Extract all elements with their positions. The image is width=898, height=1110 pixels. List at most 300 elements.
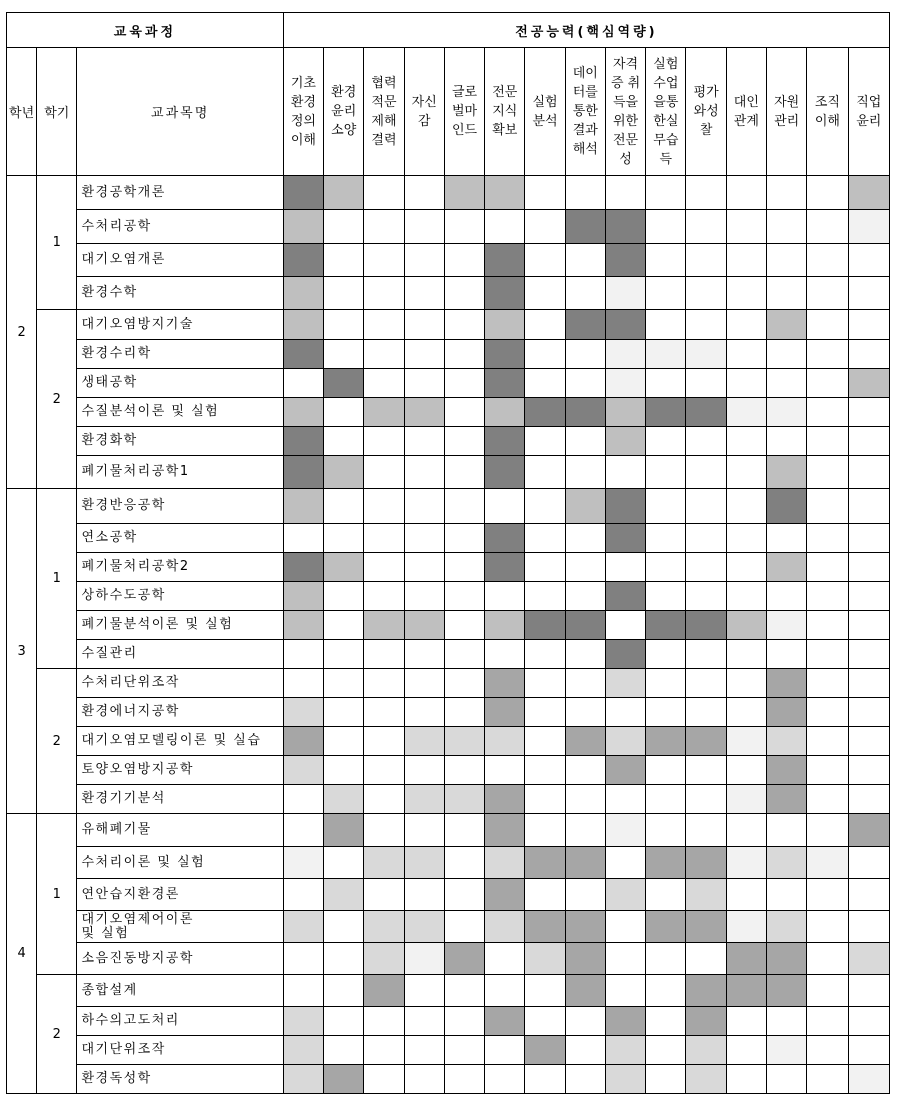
competency-level-cell: [324, 398, 364, 427]
semester-cell: 1: [37, 489, 77, 669]
competency-level-cell: [565, 943, 605, 975]
competency-level-cell: [404, 640, 444, 669]
competency-level-cell: [605, 911, 645, 943]
competency-level-cell: [565, 814, 605, 847]
competency-level-cell: [767, 427, 807, 456]
competency-level-cell: [686, 277, 726, 310]
competency-level-cell: [283, 489, 323, 524]
competency-level-cell: [404, 210, 444, 244]
competency-header-14: 조직 이해: [807, 48, 848, 176]
competency-level-cell: [525, 310, 565, 340]
competency-level-cell: [485, 277, 525, 310]
competency-level-cell: [807, 611, 848, 640]
competency-level-cell: [686, 1036, 726, 1065]
competency-level-cell: [283, 847, 323, 879]
competency-level-cell: [646, 911, 686, 943]
competency-level-cell: [525, 847, 565, 879]
competency-level-cell: [525, 369, 565, 398]
competency-header-9: 자격 증 취 득을 위한 전문 성: [605, 48, 645, 176]
competency-level-cell: [485, 879, 525, 911]
competency-level-cell: [807, 785, 848, 814]
competency-level-cell: [444, 698, 484, 727]
competency-level-cell: [364, 640, 404, 669]
competency-level-cell: [525, 524, 565, 553]
year-cell: 4: [7, 814, 37, 1094]
table-row: [7, 1007, 890, 1036]
competency-level-cell: [767, 611, 807, 640]
competency-level-cell: [646, 398, 686, 427]
course-name-cell: 대기단위조작: [77, 1036, 283, 1065]
competency-level-cell: [848, 847, 889, 879]
competency-level-cell: [807, 244, 848, 277]
competency-level-cell: [726, 698, 766, 727]
competency-level-cell: [324, 340, 364, 369]
competency-level-cell: [565, 975, 605, 1007]
competency-level-cell: [605, 369, 645, 398]
competency-level-cell: [525, 1065, 565, 1094]
competency-level-cell: [686, 640, 726, 669]
year-column-header: 학년: [7, 48, 37, 176]
table-row: [7, 176, 890, 210]
competency-level-cell: [807, 176, 848, 210]
competency-level-cell: [686, 210, 726, 244]
competency-level-cell: [364, 1065, 404, 1094]
competency-level-cell: [605, 310, 645, 340]
competency-level-cell: [605, 669, 645, 698]
competency-level-cell: [283, 210, 323, 244]
competency-level-cell: [646, 814, 686, 847]
competency-level-cell: [848, 524, 889, 553]
competency-level-cell: [686, 611, 726, 640]
course-name-cell: 연안습지환경론: [77, 879, 283, 911]
competency-level-cell: [324, 943, 364, 975]
competency-level-cell: [848, 785, 889, 814]
table-row: [7, 210, 890, 244]
competency-level-cell: [364, 398, 404, 427]
competency-level-cell: [485, 176, 525, 210]
competency-level-cell: [565, 640, 605, 669]
course-name-cell: 환경수학: [77, 277, 283, 310]
table-row: [7, 669, 890, 698]
competency-level-cell: [726, 1007, 766, 1036]
competency-header-row: [7, 48, 890, 176]
semester-cell: 2: [37, 669, 77, 814]
competency-level-cell: [525, 210, 565, 244]
competency-level-cell: [646, 427, 686, 456]
competency-level-cell: [525, 176, 565, 210]
competency-level-cell: [444, 669, 484, 698]
competency-level-cell: [605, 611, 645, 640]
competency-level-cell: [605, 785, 645, 814]
table-row: [7, 756, 890, 785]
course-column-header: 교과목명: [77, 48, 283, 176]
course-name-cell: 폐기물처리공학1: [77, 456, 283, 489]
competency-level-cell: [646, 553, 686, 582]
competency-level-cell: [686, 427, 726, 456]
competency-header-12: 대인 관계: [726, 48, 766, 176]
competency-level-cell: [686, 669, 726, 698]
course-name-cell: 환경화학: [77, 427, 283, 456]
competency-level-cell: [686, 1065, 726, 1094]
competency-level-cell: [726, 427, 766, 456]
competency-level-cell: [324, 489, 364, 524]
competency-level-cell: [525, 456, 565, 489]
competency-level-cell: [686, 698, 726, 727]
competency-level-cell: [565, 398, 605, 427]
competency-level-cell: [565, 244, 605, 277]
competency-level-cell: [848, 1065, 889, 1094]
competency-level-cell: [444, 582, 484, 611]
competency-level-cell: [485, 698, 525, 727]
competency-level-cell: [848, 911, 889, 943]
competency-level-cell: [444, 814, 484, 847]
competency-level-cell: [807, 640, 848, 669]
competency-level-cell: [726, 582, 766, 611]
competency-level-cell: [404, 1007, 444, 1036]
competency-level-cell: [726, 785, 766, 814]
competency-level-cell: [848, 975, 889, 1007]
competency-level-cell: [767, 244, 807, 277]
competency-level-cell: [444, 524, 484, 553]
competency-level-cell: [767, 489, 807, 524]
competency-level-cell: [364, 911, 404, 943]
competency-level-cell: [364, 176, 404, 210]
competency-level-cell: [485, 456, 525, 489]
competency-level-cell: [485, 1065, 525, 1094]
competency-level-cell: [767, 456, 807, 489]
competency-level-cell: [525, 669, 565, 698]
competency-level-cell: [767, 277, 807, 310]
competency-level-cell: [283, 756, 323, 785]
competency-level-cell: [485, 310, 525, 340]
competency-level-cell: [404, 975, 444, 1007]
competency-level-cell: [364, 582, 404, 611]
competency-level-cell: [364, 369, 404, 398]
competency-header-7: 실험 분석: [525, 48, 565, 176]
competency-level-cell: [726, 398, 766, 427]
competency-level-cell: [444, 611, 484, 640]
competency-level-cell: [364, 310, 404, 340]
semester-cell: 2: [37, 310, 77, 489]
course-name-cell: 환경수리학: [77, 340, 283, 369]
competency-level-cell: [444, 1036, 484, 1065]
competency-level-cell: [485, 1036, 525, 1065]
competency-level-cell: [364, 210, 404, 244]
competency-level-cell: [565, 553, 605, 582]
competency-header-13: 자원 관리: [767, 48, 807, 176]
competency-level-cell: [807, 277, 848, 310]
competency-level-cell: [485, 553, 525, 582]
competency-level-cell: [444, 340, 484, 369]
competency-level-cell: [646, 210, 686, 244]
competency-level-cell: [283, 427, 323, 456]
competency-level-cell: [525, 277, 565, 310]
competency-level-cell: [646, 847, 686, 879]
table-row: [7, 244, 890, 277]
competency-level-cell: [726, 943, 766, 975]
table-row: [7, 814, 890, 847]
competency-level-cell: [525, 785, 565, 814]
competency-level-cell: [646, 1065, 686, 1094]
competency-level-cell: [283, 369, 323, 398]
competency-level-cell: [767, 398, 807, 427]
competency-level-cell: [605, 489, 645, 524]
course-name-cell: 대기오염방지기술: [77, 310, 283, 340]
competency-level-cell: [364, 847, 404, 879]
competency-level-cell: [848, 640, 889, 669]
competency-level-cell: [364, 553, 404, 582]
competency-level-cell: [686, 847, 726, 879]
competency-level-cell: [767, 814, 807, 847]
competency-level-cell: [565, 669, 605, 698]
competency-level-cell: [848, 398, 889, 427]
competency-level-cell: [364, 975, 404, 1007]
competency-level-cell: [686, 582, 726, 611]
competency-level-cell: [565, 847, 605, 879]
competency-level-cell: [485, 727, 525, 756]
competency-level-cell: [646, 785, 686, 814]
competency-level-cell: [807, 456, 848, 489]
course-name-cell: 환경공학개론: [77, 176, 283, 210]
table-row: [7, 310, 890, 340]
competency-level-cell: [605, 244, 645, 277]
competency-level-cell: [283, 398, 323, 427]
competency-level-cell: [485, 611, 525, 640]
competency-level-cell: [605, 756, 645, 785]
competency-level-cell: [444, 489, 484, 524]
course-name-cell: 대기오염제어이론 및 실험: [77, 911, 283, 943]
competency-level-cell: [565, 727, 605, 756]
competency-level-cell: [686, 489, 726, 524]
competency-level-cell: [726, 756, 766, 785]
competency-level-cell: [444, 553, 484, 582]
competency-level-cell: [646, 879, 686, 911]
competency-level-cell: [444, 727, 484, 756]
competency-level-cell: [485, 975, 525, 1007]
competency-level-cell: [605, 879, 645, 911]
competency-level-cell: [726, 611, 766, 640]
competency-level-cell: [404, 582, 444, 611]
table-row: [7, 879, 890, 911]
competency-level-cell: [404, 785, 444, 814]
competency-level-cell: [324, 1065, 364, 1094]
competency-level-cell: [646, 975, 686, 1007]
competency-level-cell: [848, 456, 889, 489]
competency-level-cell: [646, 340, 686, 369]
competency-level-cell: [324, 310, 364, 340]
competency-level-cell: [686, 911, 726, 943]
competency-level-cell: [283, 785, 323, 814]
competency-level-cell: [807, 847, 848, 879]
competency-level-cell: [364, 727, 404, 756]
competency-level-cell: [283, 1065, 323, 1094]
competency-level-cell: [767, 1065, 807, 1094]
course-name-cell: 수질분석이론 및 실험: [77, 398, 283, 427]
competency-level-cell: [767, 1036, 807, 1065]
competency-level-cell: [605, 727, 645, 756]
competency-level-cell: [848, 340, 889, 369]
competency-level-cell: [404, 727, 444, 756]
table-row: [7, 277, 890, 310]
competency-level-cell: [404, 398, 444, 427]
competency-level-cell: [646, 582, 686, 611]
competency-level-cell: [485, 756, 525, 785]
competency-level-cell: [364, 785, 404, 814]
competency-level-cell: [726, 176, 766, 210]
competency-level-cell: [848, 814, 889, 847]
competency-level-cell: [767, 943, 807, 975]
competency-level-cell: [565, 340, 605, 369]
competency-level-cell: [565, 456, 605, 489]
competency-level-cell: [444, 943, 484, 975]
competency-level-cell: [283, 456, 323, 489]
competency-level-cell: [324, 975, 364, 1007]
competency-level-cell: [283, 176, 323, 210]
competency-header-6: 전문 지식 확보: [485, 48, 525, 176]
competency-level-cell: [404, 814, 444, 847]
course-name-cell: 유해폐기물: [77, 814, 283, 847]
year-cell: 3: [7, 489, 37, 814]
competency-level-cell: [283, 911, 323, 943]
competency-level-cell: [404, 943, 444, 975]
competency-level-cell: [404, 911, 444, 943]
competency-level-cell: [404, 427, 444, 456]
competency-level-cell: [767, 553, 807, 582]
competency-level-cell: [364, 1036, 404, 1065]
competency-level-cell: [848, 244, 889, 277]
competency-level-cell: [686, 340, 726, 369]
competency-level-cell: [404, 310, 444, 340]
competency-level-cell: [324, 879, 364, 911]
table-row: [7, 553, 890, 582]
competency-level-cell: [807, 489, 848, 524]
competency-level-cell: [605, 943, 645, 975]
competency-level-cell: [686, 727, 726, 756]
competency-level-cell: [767, 847, 807, 879]
competency-level-cell: [525, 582, 565, 611]
competency-level-cell: [444, 879, 484, 911]
competency-level-cell: [525, 727, 565, 756]
competency-level-cell: [605, 582, 645, 611]
competency-level-cell: [646, 640, 686, 669]
competency-level-cell: [324, 640, 364, 669]
table-row: [7, 943, 890, 975]
competency-level-cell: [404, 369, 444, 398]
competency-level-cell: [525, 814, 565, 847]
competency-level-cell: [364, 277, 404, 310]
competency-level-cell: [404, 456, 444, 489]
competency-level-cell: [807, 1007, 848, 1036]
competency-level-cell: [767, 1007, 807, 1036]
competency-level-cell: [848, 582, 889, 611]
competency-level-cell: [605, 640, 645, 669]
table-row: [7, 698, 890, 727]
competency-level-cell: [283, 310, 323, 340]
competency-level-cell: [605, 1036, 645, 1065]
competency-level-cell: [444, 1065, 484, 1094]
course-name-cell: 종합설계: [77, 975, 283, 1007]
competency-level-cell: [324, 847, 364, 879]
competency-level-cell: [324, 456, 364, 489]
competency-level-cell: [807, 1065, 848, 1094]
competency-level-cell: [525, 698, 565, 727]
competency-level-cell: [686, 785, 726, 814]
competency-level-cell: [364, 756, 404, 785]
competency-level-cell: [324, 785, 364, 814]
competency-level-cell: [444, 210, 484, 244]
competency-level-cell: [848, 210, 889, 244]
competency-level-cell: [686, 369, 726, 398]
competency-level-cell: [646, 176, 686, 210]
competency-header-2: 환경 윤리 소양: [324, 48, 364, 176]
competency-level-cell: [686, 398, 726, 427]
course-name-cell: 생태공학: [77, 369, 283, 398]
course-name-cell: 환경반응공학: [77, 489, 283, 524]
table-row: [7, 611, 890, 640]
competency-level-cell: [848, 310, 889, 340]
competency-level-cell: [646, 524, 686, 553]
competency-level-cell: [767, 582, 807, 611]
competency-level-cell: [565, 698, 605, 727]
competency-level-cell: [364, 456, 404, 489]
competency-level-cell: [565, 310, 605, 340]
table-row: [7, 582, 890, 611]
competency-level-cell: [364, 1007, 404, 1036]
competency-level-cell: [444, 785, 484, 814]
table-row: [7, 785, 890, 814]
competency-level-cell: [565, 1065, 605, 1094]
competency-level-cell: [444, 975, 484, 1007]
competency-level-cell: [444, 310, 484, 340]
competency-level-cell: [444, 756, 484, 785]
competency-level-cell: [324, 210, 364, 244]
competency-level-cell: [404, 340, 444, 369]
competency-level-cell: [525, 911, 565, 943]
competency-level-cell: [848, 611, 889, 640]
competency-level-cell: [848, 1007, 889, 1036]
competency-level-cell: [565, 427, 605, 456]
competency-level-cell: [807, 369, 848, 398]
competency-level-cell: [444, 427, 484, 456]
competency-level-cell: [807, 727, 848, 756]
competency-level-cell: [807, 911, 848, 943]
competency-level-cell: [364, 489, 404, 524]
competency-level-cell: [605, 975, 645, 1007]
competency-level-cell: [364, 611, 404, 640]
competency-level-cell: [767, 310, 807, 340]
competency-level-cell: [565, 756, 605, 785]
competency-level-cell: [404, 176, 444, 210]
competency-level-cell: [726, 814, 766, 847]
competency-level-cell: [767, 756, 807, 785]
competency-level-cell: [444, 640, 484, 669]
competency-level-cell: [807, 943, 848, 975]
competency-level-cell: [767, 785, 807, 814]
competency-level-cell: [324, 369, 364, 398]
competency-level-cell: [848, 1036, 889, 1065]
course-name-cell: 수처리공학: [77, 210, 283, 244]
competency-level-cell: [767, 176, 807, 210]
header-group-row: [7, 13, 890, 48]
competency-level-cell: [404, 756, 444, 785]
competency-level-cell: [807, 340, 848, 369]
competency-level-cell: [485, 911, 525, 943]
table-row: [7, 1065, 890, 1094]
competency-level-cell: [525, 553, 565, 582]
competency-level-cell: [525, 244, 565, 277]
competency-level-cell: [605, 814, 645, 847]
competency-level-cell: [848, 698, 889, 727]
